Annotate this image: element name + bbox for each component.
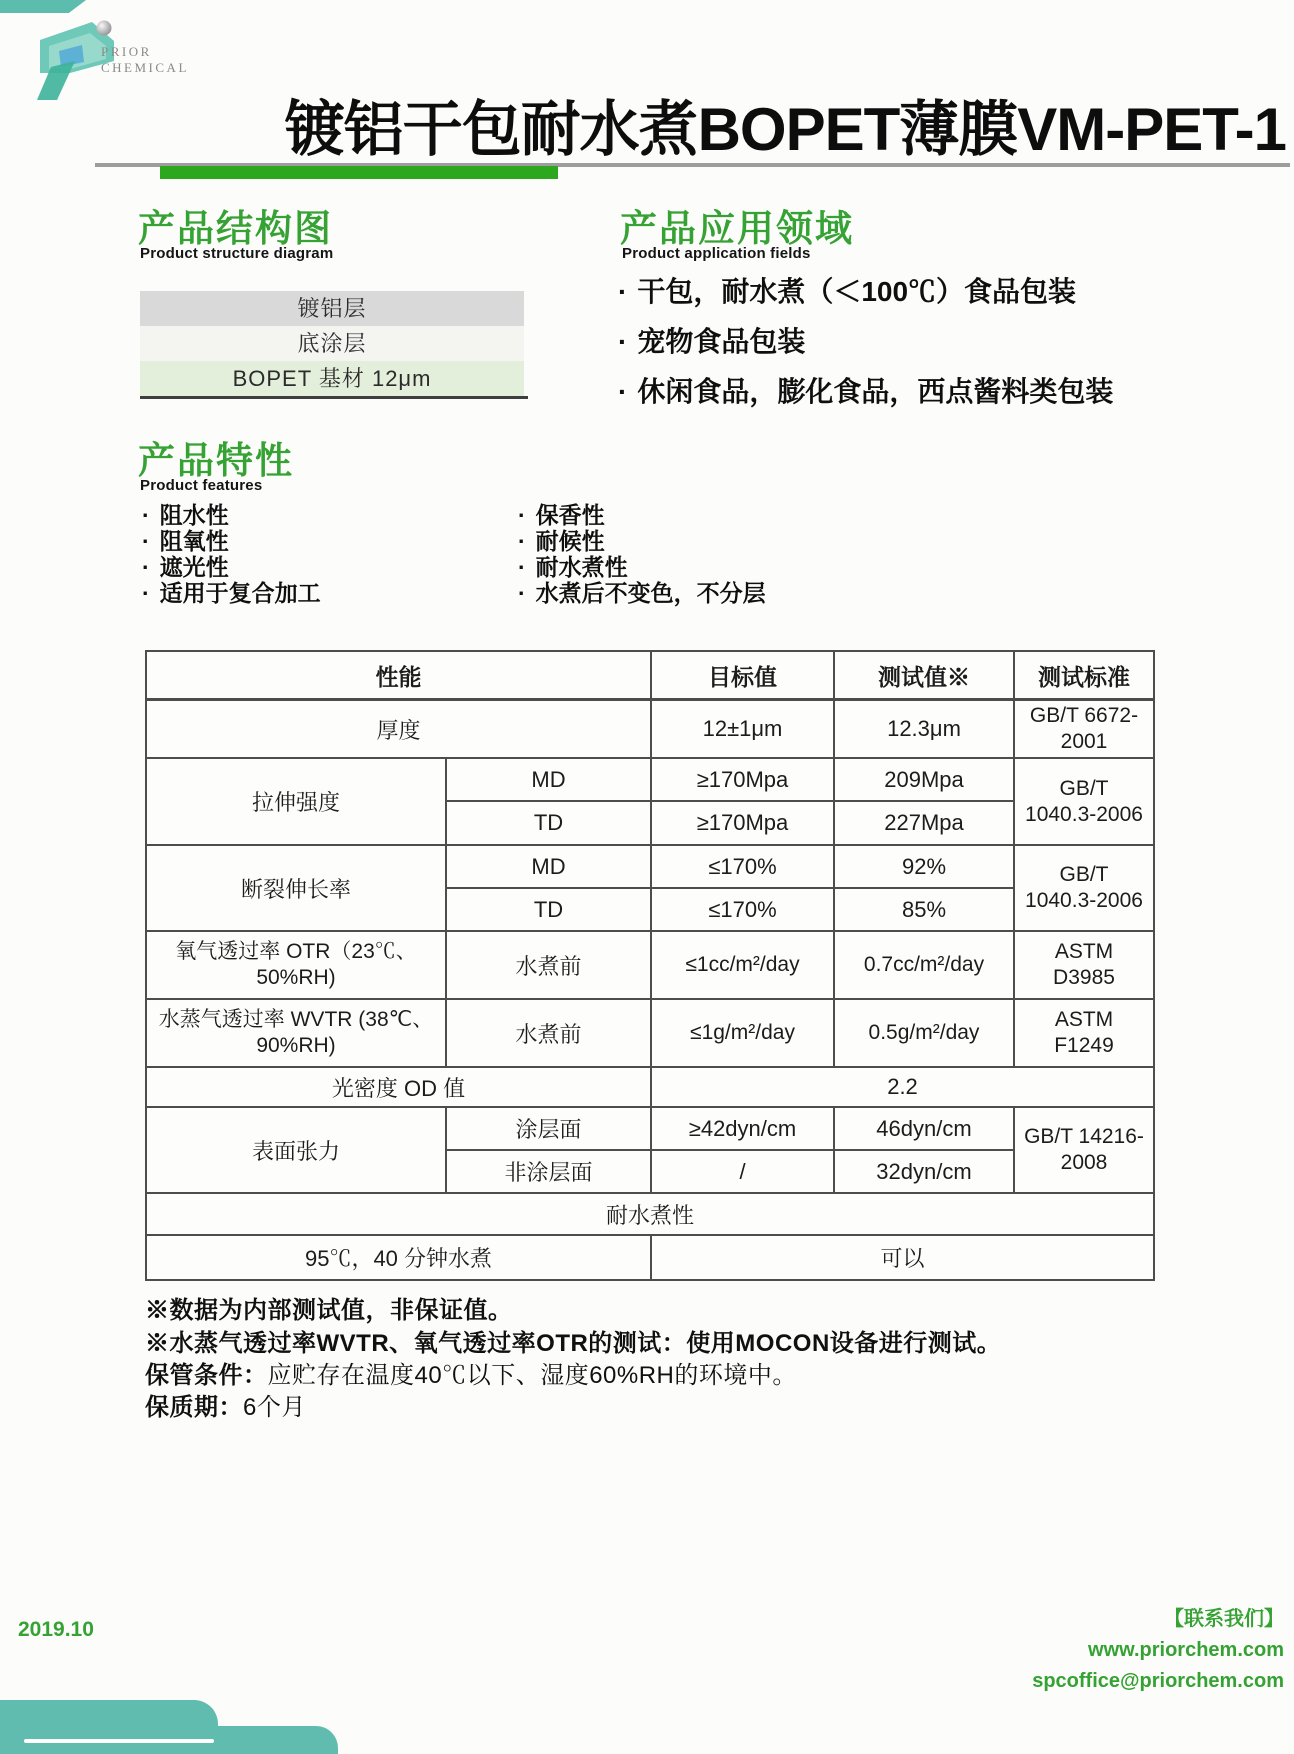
bullet-dot: · <box>518 502 526 528</box>
feature-item: · 遮光性 <box>142 554 229 580</box>
note-line-4 <box>145 1387 306 1422</box>
note-3-label: 保管条件： <box>145 1362 268 1389</box>
top-left-ribbon <box>0 0 86 13</box>
note-4-label: 保质期： <box>145 1394 243 1421</box>
cell-thickness-standard: GB/T 6672-2001 <box>1014 700 1154 759</box>
bullet-dot: · <box>618 326 628 357</box>
feature-item: · 耐候性 <box>518 528 605 554</box>
cell-thickness-tested: 12.3μm <box>834 700 1014 759</box>
feature-item: · 水煮后不变色，不分层 <box>518 580 766 606</box>
cell-wvtr-standard: ASTM F1249 <box>1014 999 1154 1067</box>
cell-boil-section: 耐水煮性 <box>146 1193 1154 1235</box>
bullet-dot: · <box>142 528 150 554</box>
cell-thickness-target: 12±1μm <box>651 700 834 759</box>
feature-item: · 阻氧性 <box>142 528 229 554</box>
cell-otr-tested: 0.7cc/m²/day <box>834 931 1014 999</box>
cell-elongation-name: 断裂伸长率 <box>146 845 446 931</box>
cell-surface-name: 表面张力 <box>146 1107 446 1193</box>
feature-item: · 适用于复合加工 <box>142 580 321 606</box>
bullet-dot: · <box>518 580 526 606</box>
header-standard: 测试标准 <box>1014 651 1154 700</box>
bullet-dot: · <box>142 580 150 606</box>
cell-surface-standard: GB/T 14216-2008 <box>1014 1107 1154 1193</box>
logo-brand-text <box>101 44 189 76</box>
cell-elongation-standard: GB/T 1040.3-2006 <box>1014 845 1154 931</box>
footer-contact-block <box>1032 1604 1284 1697</box>
feature-item: · 保香性 <box>518 502 605 528</box>
cell-tensile-standard: GB/T 1040.3-2006 <box>1014 758 1154 845</box>
features-subheading: Product features <box>140 477 263 494</box>
cell-otr-name: 氧气透过率 OTR（23℃、50%RH) <box>146 931 446 999</box>
application-bullet: · 干包，耐水煮（＜100℃）食品包装 <box>618 276 1077 307</box>
logo-brand-line1: PRIOR <box>101 44 152 59</box>
cell-surface-uncoated-tested: 32dyn/cm <box>834 1150 1014 1193</box>
cell-surface-coated-tested: 46dyn/cm <box>834 1107 1014 1150</box>
cell-wvtr-name: 水蒸气透过率 WVTR (38℃、90%RH) <box>146 999 446 1067</box>
cell-elongation-md-target: ≤170% <box>651 845 834 888</box>
cell-wvtr-target: ≤1g/m²/day <box>651 999 834 1067</box>
layer-row-bopet: BOPET 基材 12μm <box>140 361 524 396</box>
features-right-list <box>518 502 898 606</box>
title-accent-bar <box>160 166 558 179</box>
contact-website-link[interactable]: www.priorchem.com <box>1088 1639 1284 1661</box>
spec-table <box>145 650 1155 1281</box>
bullet-dot: · <box>618 276 628 307</box>
cell-elongation-td-label: TD <box>446 888 651 931</box>
bullet-dot: · <box>618 376 628 407</box>
cell-surface-coated-label: 涂层面 <box>446 1107 651 1150</box>
cell-otr-target: ≤1cc/m²/day <box>651 931 834 999</box>
cell-tensile-md-label: MD <box>446 758 651 801</box>
cell-surface-coated-target: ≥42dyn/cm <box>651 1107 834 1150</box>
note-3-text: 应贮存在温度40℃以下、湿度60%RH的环境中。 <box>267 1362 797 1389</box>
header-property: 性能 <box>146 651 651 700</box>
structure-subheading: Product structure diagram <box>140 245 334 262</box>
bullet-dot: · <box>518 528 526 554</box>
bullet-dot: · <box>142 502 150 528</box>
bullet-dot: · <box>518 554 526 580</box>
features-heading: 产品特性 <box>138 440 294 481</box>
application-heading: 产品应用领域 <box>620 208 854 249</box>
application-subheading: Product application fields <box>622 245 811 262</box>
header-tested: 测试值※ <box>834 651 1014 700</box>
cell-surface-uncoated-label: 非涂层面 <box>446 1150 651 1193</box>
layer-stack-underline <box>140 396 528 399</box>
page-title: 镀铝干包耐水煮BOPET薄膜VM-PET-1 <box>284 96 1286 163</box>
features-left-list <box>142 502 522 606</box>
structure-heading: 产品结构图 <box>138 208 333 249</box>
logo-brand-line2: CHEMICAL <box>101 60 189 75</box>
cell-wvtr-tested: 0.5g/m²/day <box>834 999 1014 1067</box>
cell-tensile-td-tested: 227Mpa <box>834 801 1014 845</box>
cell-tensile-td-target: ≥170Mpa <box>651 801 834 845</box>
contact-heading: 【联系我们】 <box>1164 1608 1284 1630</box>
cell-wvtr-condition: 水煮前 <box>446 999 651 1067</box>
cell-tensile-td-label: TD <box>446 801 651 845</box>
layer-row-primer: 底涂层 <box>140 326 524 361</box>
feature-item: · 耐水煮性 <box>518 554 628 580</box>
cell-surface-uncoated-target: / <box>651 1150 834 1193</box>
cell-boil-name: 95℃，40 分钟水煮 <box>146 1235 651 1280</box>
application-bullet: · 宠物食品包装 <box>618 326 806 357</box>
cell-elongation-td-target: ≤170% <box>651 888 834 931</box>
note-line-3 <box>145 1355 797 1390</box>
application-bullet: · 休闲食品，膨化食品，西点酱料类包装 <box>618 376 1114 407</box>
cell-elongation-md-tested: 92% <box>834 845 1014 888</box>
cell-thickness-name: 厚度 <box>146 700 651 759</box>
note-line-1: ※数据为内部测试值，非保证值。 <box>145 1297 513 1324</box>
layer-row-metallized: 镀铝层 <box>140 291 524 326</box>
cell-od-name: 光密度 OD 值 <box>146 1067 651 1107</box>
header-target: 目标值 <box>651 651 834 700</box>
cell-elongation-td-tested: 85% <box>834 888 1014 931</box>
cell-otr-standard: ASTM D3985 <box>1014 931 1154 999</box>
contact-email-link[interactable]: spcoffice@priorchem.com <box>1032 1670 1284 1692</box>
spec-table-wrapper <box>145 650 1155 1281</box>
cell-tensile-name: 拉伸强度 <box>146 758 446 845</box>
cell-otr-condition: 水煮前 <box>446 931 651 999</box>
note-line-2: ※水蒸气透过率WVTR、氧气透过率OTR的测试：使用MOCON设备进行测试。 <box>145 1330 1002 1357</box>
cell-tensile-md-target: ≥170Mpa <box>651 758 834 801</box>
bullet-dot: · <box>142 554 150 580</box>
application-bullet-list <box>618 276 1286 426</box>
footer-corner-line <box>24 1739 214 1743</box>
cell-boil-value: 可以 <box>651 1235 1154 1280</box>
note-4-text: 6个月 <box>243 1394 306 1421</box>
cell-elongation-md-label: MD <box>446 845 651 888</box>
footer-date: 2019.10 <box>18 1618 94 1641</box>
cell-od-value: 2.2 <box>651 1067 1154 1107</box>
feature-item: · 阻水性 <box>142 502 229 528</box>
cell-tensile-md-tested: 209Mpa <box>834 758 1014 801</box>
